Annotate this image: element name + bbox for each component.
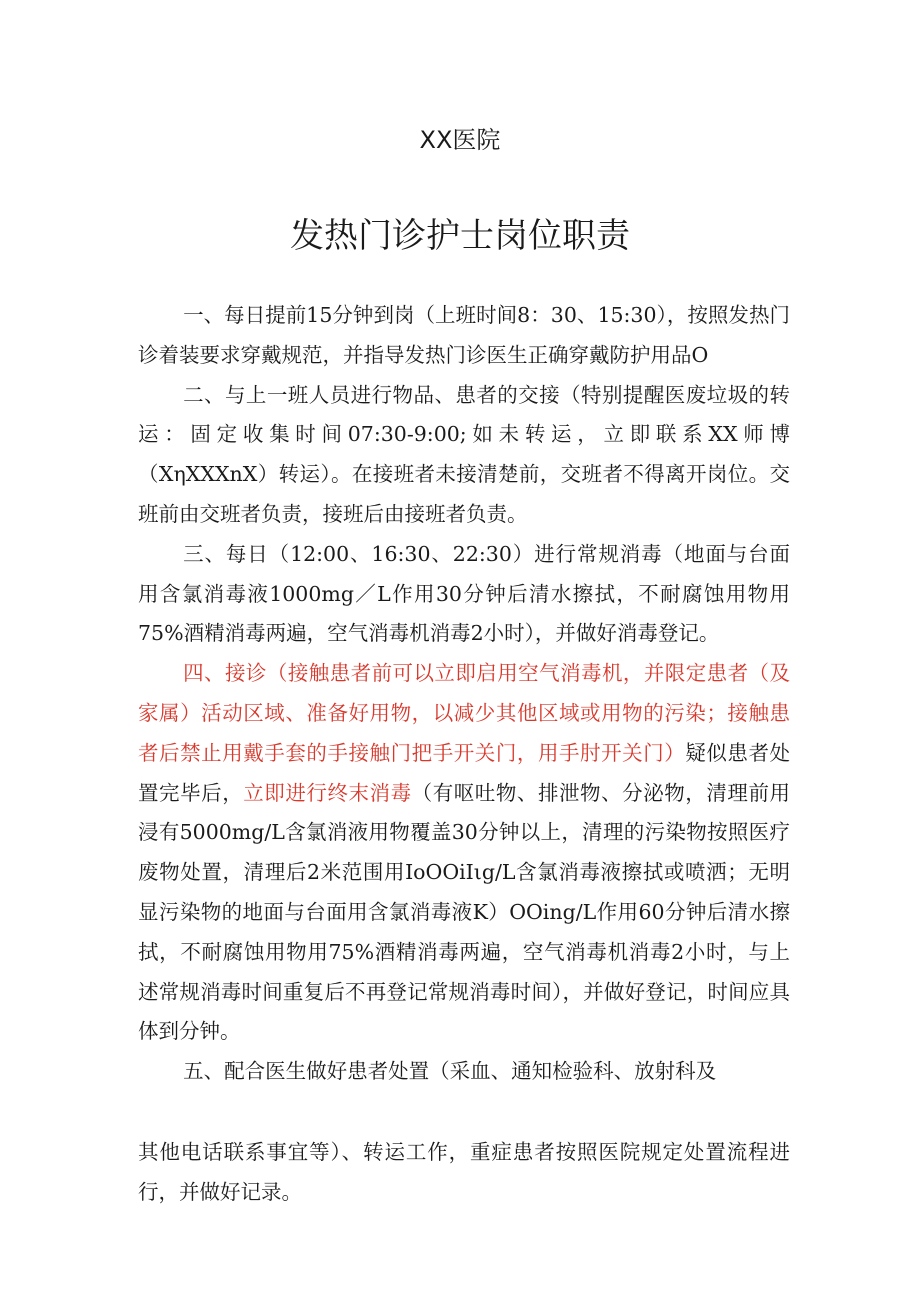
- paragraph-gap: [138, 1092, 790, 1133]
- document-body: [138, 296, 790, 1213]
- paragraph-4-prefix: 四、: [183, 661, 225, 686]
- paragraph-4-black-b: （有呕吐物、排泄物、分泌物，清理前用浸有5000mg/L含氯消液用物覆盖30分钟以上，清理的污染物按照医疗废物处置，清理后2米范围用IoOOiIιg/L含氯消毒液擦拭或喷洒；无明显污染物的地面与台面用含氯消毒液K）OOing/L作用60分钟后清水擦拭，不耐腐蚀用物用75%酒精消毒两遍，空气消毒机消毒2小时，与上述常规消毒时间重复后不再登记常规消毒时间），并做好登记，时间应具体到分钟。: [138, 780, 791, 1044]
- paragraph-4-red-b: 立即进行终末消毒: [243, 780, 412, 805]
- paragraph-4-red-a: 接诊（接触患者前可以立即启用空气消毒机，并限定患者（及家属）活动区域、准备好用物，以减少其他区域或用物的污染；接触患者后禁止用戴手套的手接触门把手开关门，用手肘开关门）: [138, 661, 791, 765]
- paragraph-1: 一、每日提前15分钟到岗（上班时间8：30、15:30），按照发热门诊着装要求穿戴规范，并指导发热门诊医生正确穿戴防护用品O: [138, 303, 790, 367]
- paragraph-5-continuation: 其他电话联系事宜等）、转运工作，重症患者按照医院规定处置流程进行，并做好记录。: [138, 1139, 790, 1204]
- paragraph-3: 三、每日（12:00、16:30、22:30）进行常规消毒（地面与台面用含氯消毒液1000mg／L作用30分钟后清水擦拭，不耐腐蚀用物用75%酒精消毒两遍，空气消毒机消毒2小时），并做好消毒登记。: [138, 541, 790, 646]
- paragraph-5-first-line: 五、配合医生做好患者处置（采血、通知检验科、放射科及: [183, 1059, 717, 1084]
- page-title: 发热门诊护士岗位职责: [290, 216, 630, 256]
- paragraph-4-black-a: 疑似患者处置完毕后，: [138, 740, 791, 805]
- paragraph-2: 二、与上一班人员进行物品、患者的交接（特别提醒医废垃圾的转运：固定收集时间07:30-9:00;如未转运，立即联系XX师博（XηXXXnX）转运）。在接班者未接清楚前，交班者不得离开岗位。交班前由交班者负责，接班后由接班者负责。: [138, 382, 790, 526]
- paragraph-4: [138, 654, 790, 1052]
- hospital-name: XX医院: [419, 126, 501, 154]
